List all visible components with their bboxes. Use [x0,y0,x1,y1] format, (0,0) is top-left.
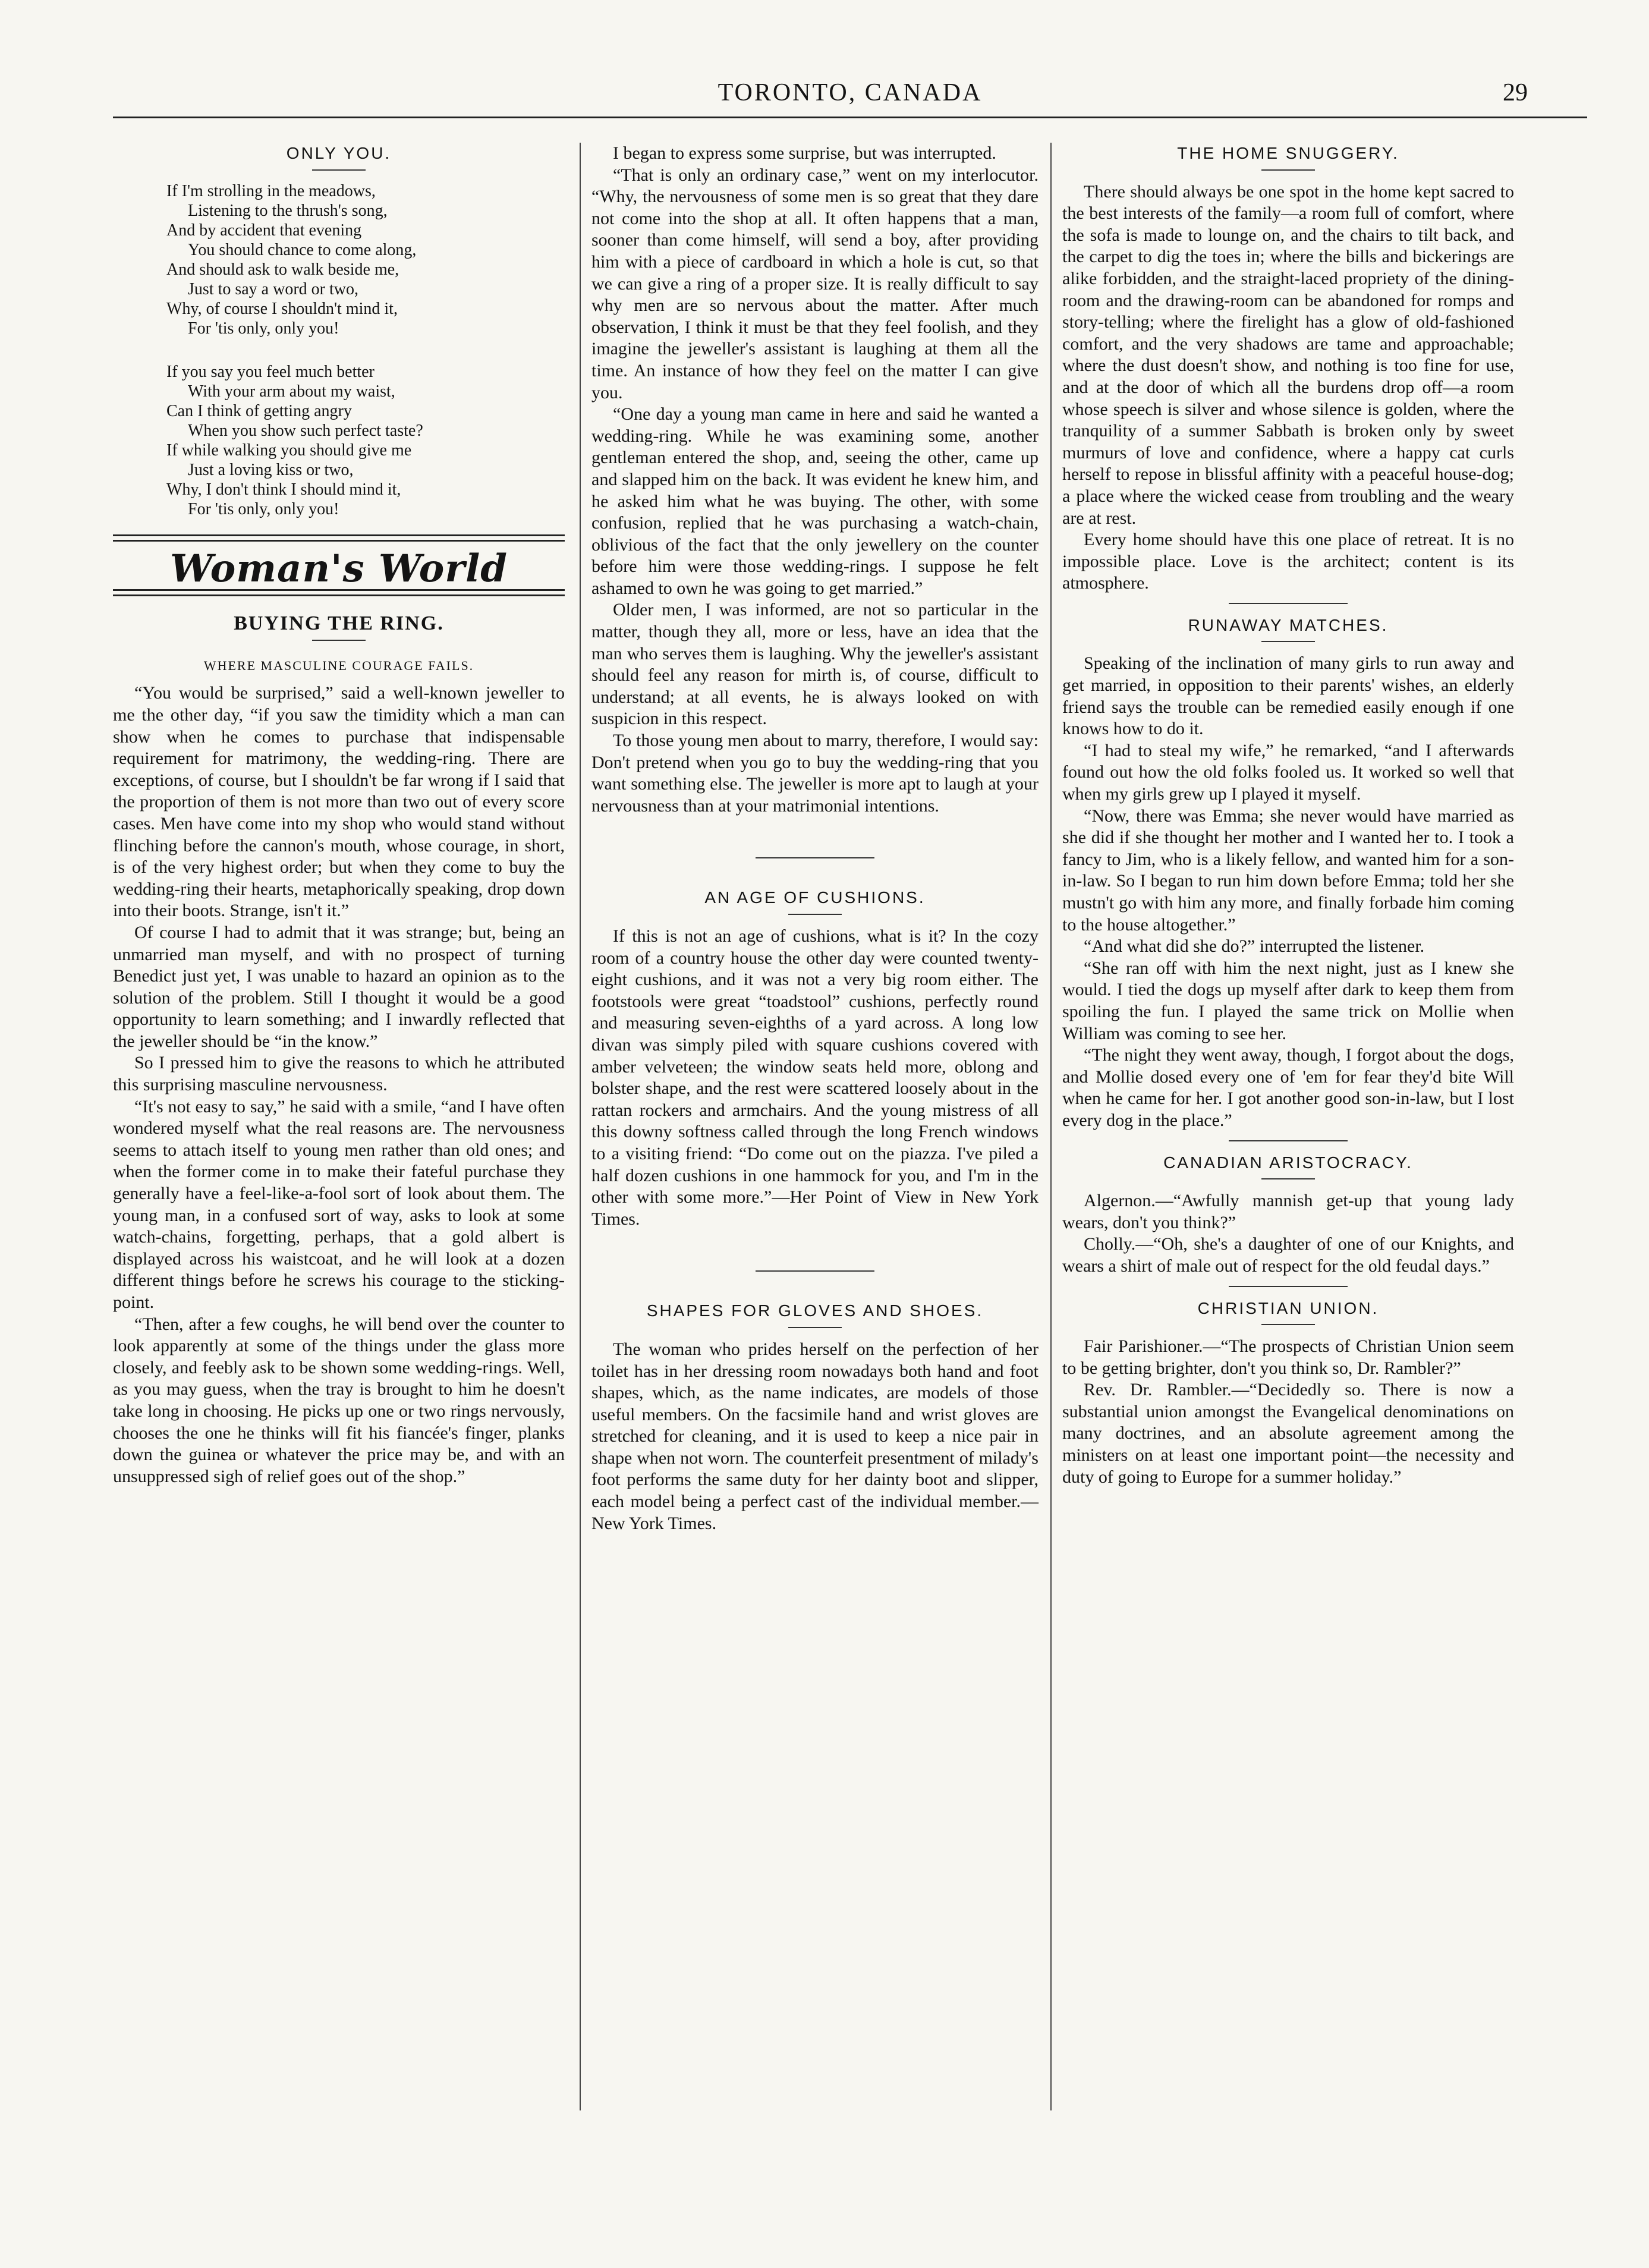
column-divider [1050,143,1052,2110]
article-title: BUYING THE RING. [234,612,444,635]
paragraph: “And what did she do?” interrupted the listener. [1084,936,1425,957]
paragraph: Rev. Dr. Rambler.—“Decidedly so. There is now a substantial union amongst the Evangelical denominations on many doctrines, and an absolute agreement among the ministers on at least one important point—the necessity and duty of going to Europe for a summer holiday.” [1062,1380,1514,1487]
paragraph: “One day a young man came in here and said he wanted a wedding-ring. While he was examining some, another gentleman entered the shop, and, seeing the other, came up and slapped him on the back. It was evident he knew him, and he asked him what he was buying. The other, with some confusion, replied that he was purchasing a watch-chain, oblivious of the fact that the only jewellery on the counter before him were those wedding-rings. I suppose he felt ashamed to own he was going to get married.” [591,404,1039,598]
paragraph: The woman who prides herself on the perfection of her toilet has in her dressing room nowadays both hand and foot shapes, which, as the name indicates, are models of those useful members. On the facsimile hand and wrist gloves are stretched for cleaning, and it is used to keep a nice pair in shape when not worn. The counterfeit presentment of milady's foot performs the same duty for her dainty boot and slipper, each model being a perfect cast of the individual member.—New York Times. [591,1339,1039,1533]
rule [312,169,366,171]
poem-line: You should chance to come along, [188,240,417,259]
heading-union: CHRISTIAN UNION. [1197,1298,1379,1317]
paragraph: If this is not an age of cushions, what is it? In the cozy room of a country house the other day were counted twenty-eight cushions, and it was not a very big room either. The footstools were great “toadstool” cushions, perfectly round and measuring seven-eighths of a yard across. A long low divan was simply piled with square cushions covered with amber velveteen; the window seats held more, oblong and bolster shape, and the rest were scattered loosely about in the rattan rockers and armchairs. And the young mistress of all this downy softness called through the long French windows to a visiting friend: “Do come out on the piazza. I've piled a half dozen cushions in one hammock for you, and I'm in the other with some more.”—Her Point of View in New York Times. [591,926,1039,1229]
poem-line: Why, I don't think I should mind it, [166,480,401,499]
paragraph: Algernon.—“Awfully mannish get-up that young lady wears, don't you think?” [1062,1191,1514,1232]
paragraph: “The night they went away, though, I forgot about the dogs, and Mollie dosed every one of 'em for fear they'd bite Will when he came for her. I got another good son-in-law, but I lost every dog in the place.” [1062,1045,1514,1130]
page-header [113,75,1587,117]
poem-line: If I'm strolling in the meadows, [166,181,376,200]
paragraph: To those young men about to marry, therefore, I would say: Don't pretend when you go to buy the wedding-ring that you want something else. The jeweller is more apt to laugh at your nervousness than at your matrimonial intentions. [591,731,1039,816]
poem-line: Listening to the thrush's song, [188,201,388,220]
paragraph: “Then, after a few coughs, he will bend over the counter to look apparently at some of the things under the glass more closely, and feebly ask to be shown some wedding-rings. Well, as you may guess, when the tray is brought to him he doesn't take long in choosing. He picks up one or two rings nervously, chooses the one he thinks will fit his fiancée's finger, planks down the guinea or whatever the price may be, and with an unsuppressed sigh of relief goes out of the shop.” [113,1314,565,1486]
poem-line: And should ask to walk beside me, [166,260,399,279]
poem-line: For 'tis only, only you! [188,319,339,338]
paragraph: So I pressed him to give the reasons to which he attributed this surprising masculine nervousness. [113,1053,565,1095]
rule [1229,1286,1348,1287]
poem-line: Just to say a word or two, [188,279,358,298]
poem-line: When you show such perfect taste? [188,421,423,440]
poem-line: And by accident that evening [166,221,362,240]
poem-line: Can I think of getting angry [166,401,352,420]
paragraph: Fair Parishioner.—“The prospects of Christian Union seem to be getting brighter, don't you think so, Dr. Rambler?” [1062,1336,1514,1378]
poem-line: If while walking you should give me [166,441,412,460]
paragraph: “You would be surprised,” said a well-known jeweller to me the other day, “if you saw the timidity which a man can show when he comes to purchase that indispensable requirement for matrimony, the wedding-ring. There are exceptions, of course, but I shouldn't be far wrong if I said that the proportion of them is not more than two out of every score cases. Men have come into my shop who would stand without flinching before the cannon's mouth, whose courage, in short, is of the very highest order; but when they come to buy the wedding-ring their hearts, metaphorically speaking, drop down into their boots. Strange, isn't it.” [113,683,565,921]
column-3 [1062,143,1514,1488]
paragraph: Older men, I was informed, are not so particular in the matter, though they all, more or less, have an idea that the man who serves them is laughing. Why the jeweller's assistant should feel any reason for mirth is, of course, difficult to understand; at all events, he is always looked on with suspicion in this respect. [591,600,1039,729]
heading-gloves: SHAPES FOR GLOVES AND SHOES. [646,1301,984,1320]
paragraph: Cholly.—“Oh, she's a daughter of one of our Knights, and wears a shirt of male out of respect for the old feudal days.” [1062,1234,1514,1276]
rule [756,1270,874,1272]
poem-title: ONLY YOU. [286,144,392,162]
rule [788,914,842,915]
double-rule [113,534,565,542]
rule [1261,1178,1315,1179]
heading-runaway: RUNAWAY MATCHES. [1188,615,1389,634]
paragraph: “Now, there was Emma; she never would have married as she did if she thought her mother and I wanted her to. I took a fancy to Jim, who is a likely fellow, and wanted him for a son-in-law. So I began to run him down before Emma; told her she mustn't go with him any more, and finally forbade him coming to the house altogether.” [1062,806,1514,935]
poem-line: For 'tis only, only you! [188,499,339,518]
header-rule [113,117,1587,118]
paragraph: “She ran off with him the next night, just as I knew she would. I tied the dogs up myself after dark to keep them from spoiling the fun. I played the same trick on Mollie when William was coming to see her. [1062,958,1514,1043]
article-subtitle: WHERE MASCULINE COURAGE FAILS. [203,658,474,673]
rule [756,857,874,858]
rule [1261,169,1315,171]
heading-aristocracy: CANADIAN ARISTOCRACY. [1163,1153,1413,1172]
poem [166,181,565,519]
paragraph: Speaking of the inclination of many girls to run away and get married, in opposition to their parents' wishes, an elderly friend says the trouble can be remedied easily enough if one knows how to do it. [1062,653,1514,739]
rule [788,1327,842,1328]
paragraph: “That is only an ordinary case,” went on my interlocutor. “Why, the nervousness of some men is so great that they dare not come into the shop at all. It often happens that a man, sooner than come himself, will send a boy, after providing him with a piece of cardboard in which a hole is cut, so that we can give a ring of a proper size. It is really difficult to say why men are so nervous about the matter. After much observation, I think it must be that they feel foolish, and they imagine the jeweller's assistant is laughing at them all the time. An instance of how they feel on the matter I can give you. [591,165,1039,402]
running-head: TORONTO, CANADA [717,79,983,106]
section-title: Woman's World [169,546,508,591]
column-divider [580,143,581,2110]
paragraph: Of course I had to admit that it was strange; but, being an unmarried man myself, and with no prospect of turning Benedict just yet, I was unable to hazard an opinion as to the solution of the problem. Still I thought it would be a good opportunity to learn something; and I inwardly reflected that the jeweller should be “in the know.” [113,922,565,1051]
poem-line: With your arm about my waist, [188,382,395,401]
paragraph: I began to express some surprise, but was interrupted. [613,143,996,163]
rule [1261,641,1315,642]
paragraph: There should always be one spot in the home kept sacred to the best interests of the family—a room full of comfort, where the sofa is made to lounge on, and the chairs to tilt back, and the carpet to dig the toes in; where the bills and bickerings are alike forbidden, and the straight-laced propriety of the dining-room and the drawing-room can be abandoned for romps and story-telling; where the firelight has a glow of old-fashioned comfort, and the very shadows are tame and approachable; where the dust doesn't show, and nothing is too fine for use, and at the door of which all the burdens drop off—a room whose speech is silver and whose silence is golden, where the tranquility of a summer Sabbath is broken only by sweet murmurs of love and confidence, where a happy cat curls herself to repose in blissful affinity with a peaceful house-dog; a place where the wicked cease from troubling and the weary are at rest. [1062,181,1514,528]
poem-line: Just a loving kiss or two, [188,460,354,479]
rule [312,640,366,641]
paragraph: Every home should have this one place of retreat. It is no impossible place. Love is the architect; content is its atmosphere. [1062,530,1514,593]
poem-line: If you say you feel much better [166,362,375,381]
rule [1229,603,1348,604]
column-1 [113,143,565,1487]
paragraph: “I had to steal my wife,” he remarked, “and I afterwards found out how the old folks fooled us. It worked so well that when my girls grew up I played it myself. [1062,740,1514,804]
rule [1261,1324,1315,1325]
rule [1229,1140,1348,1141]
paragraph: “It's not easy to say,” he said with a smile, “and I have often wondered myself what the real reasons are. The nervousness seems to attach itself to young men rather than old ones; and when the former come in to make their fateful purchase they generally have a feel-like-a-fool sort of look about them. The young man, in a confused sort of way, asks to look at some watch-chains, forgetting, perhaps, that a gold albert is displayed across his waistcoat, and he will look at a dozen different things before he screws his courage to the sticking-point. [113,1096,565,1312]
heading-snuggery: THE HOME SNUGGERY. [1177,144,1399,162]
heading-cushions: AN AGE OF CUSHIONS. [704,888,926,907]
page-number: 29 [1503,79,1528,106]
poem-line: Why, of course I shouldn't mind it, [166,299,398,318]
column-2 [591,143,1039,1534]
